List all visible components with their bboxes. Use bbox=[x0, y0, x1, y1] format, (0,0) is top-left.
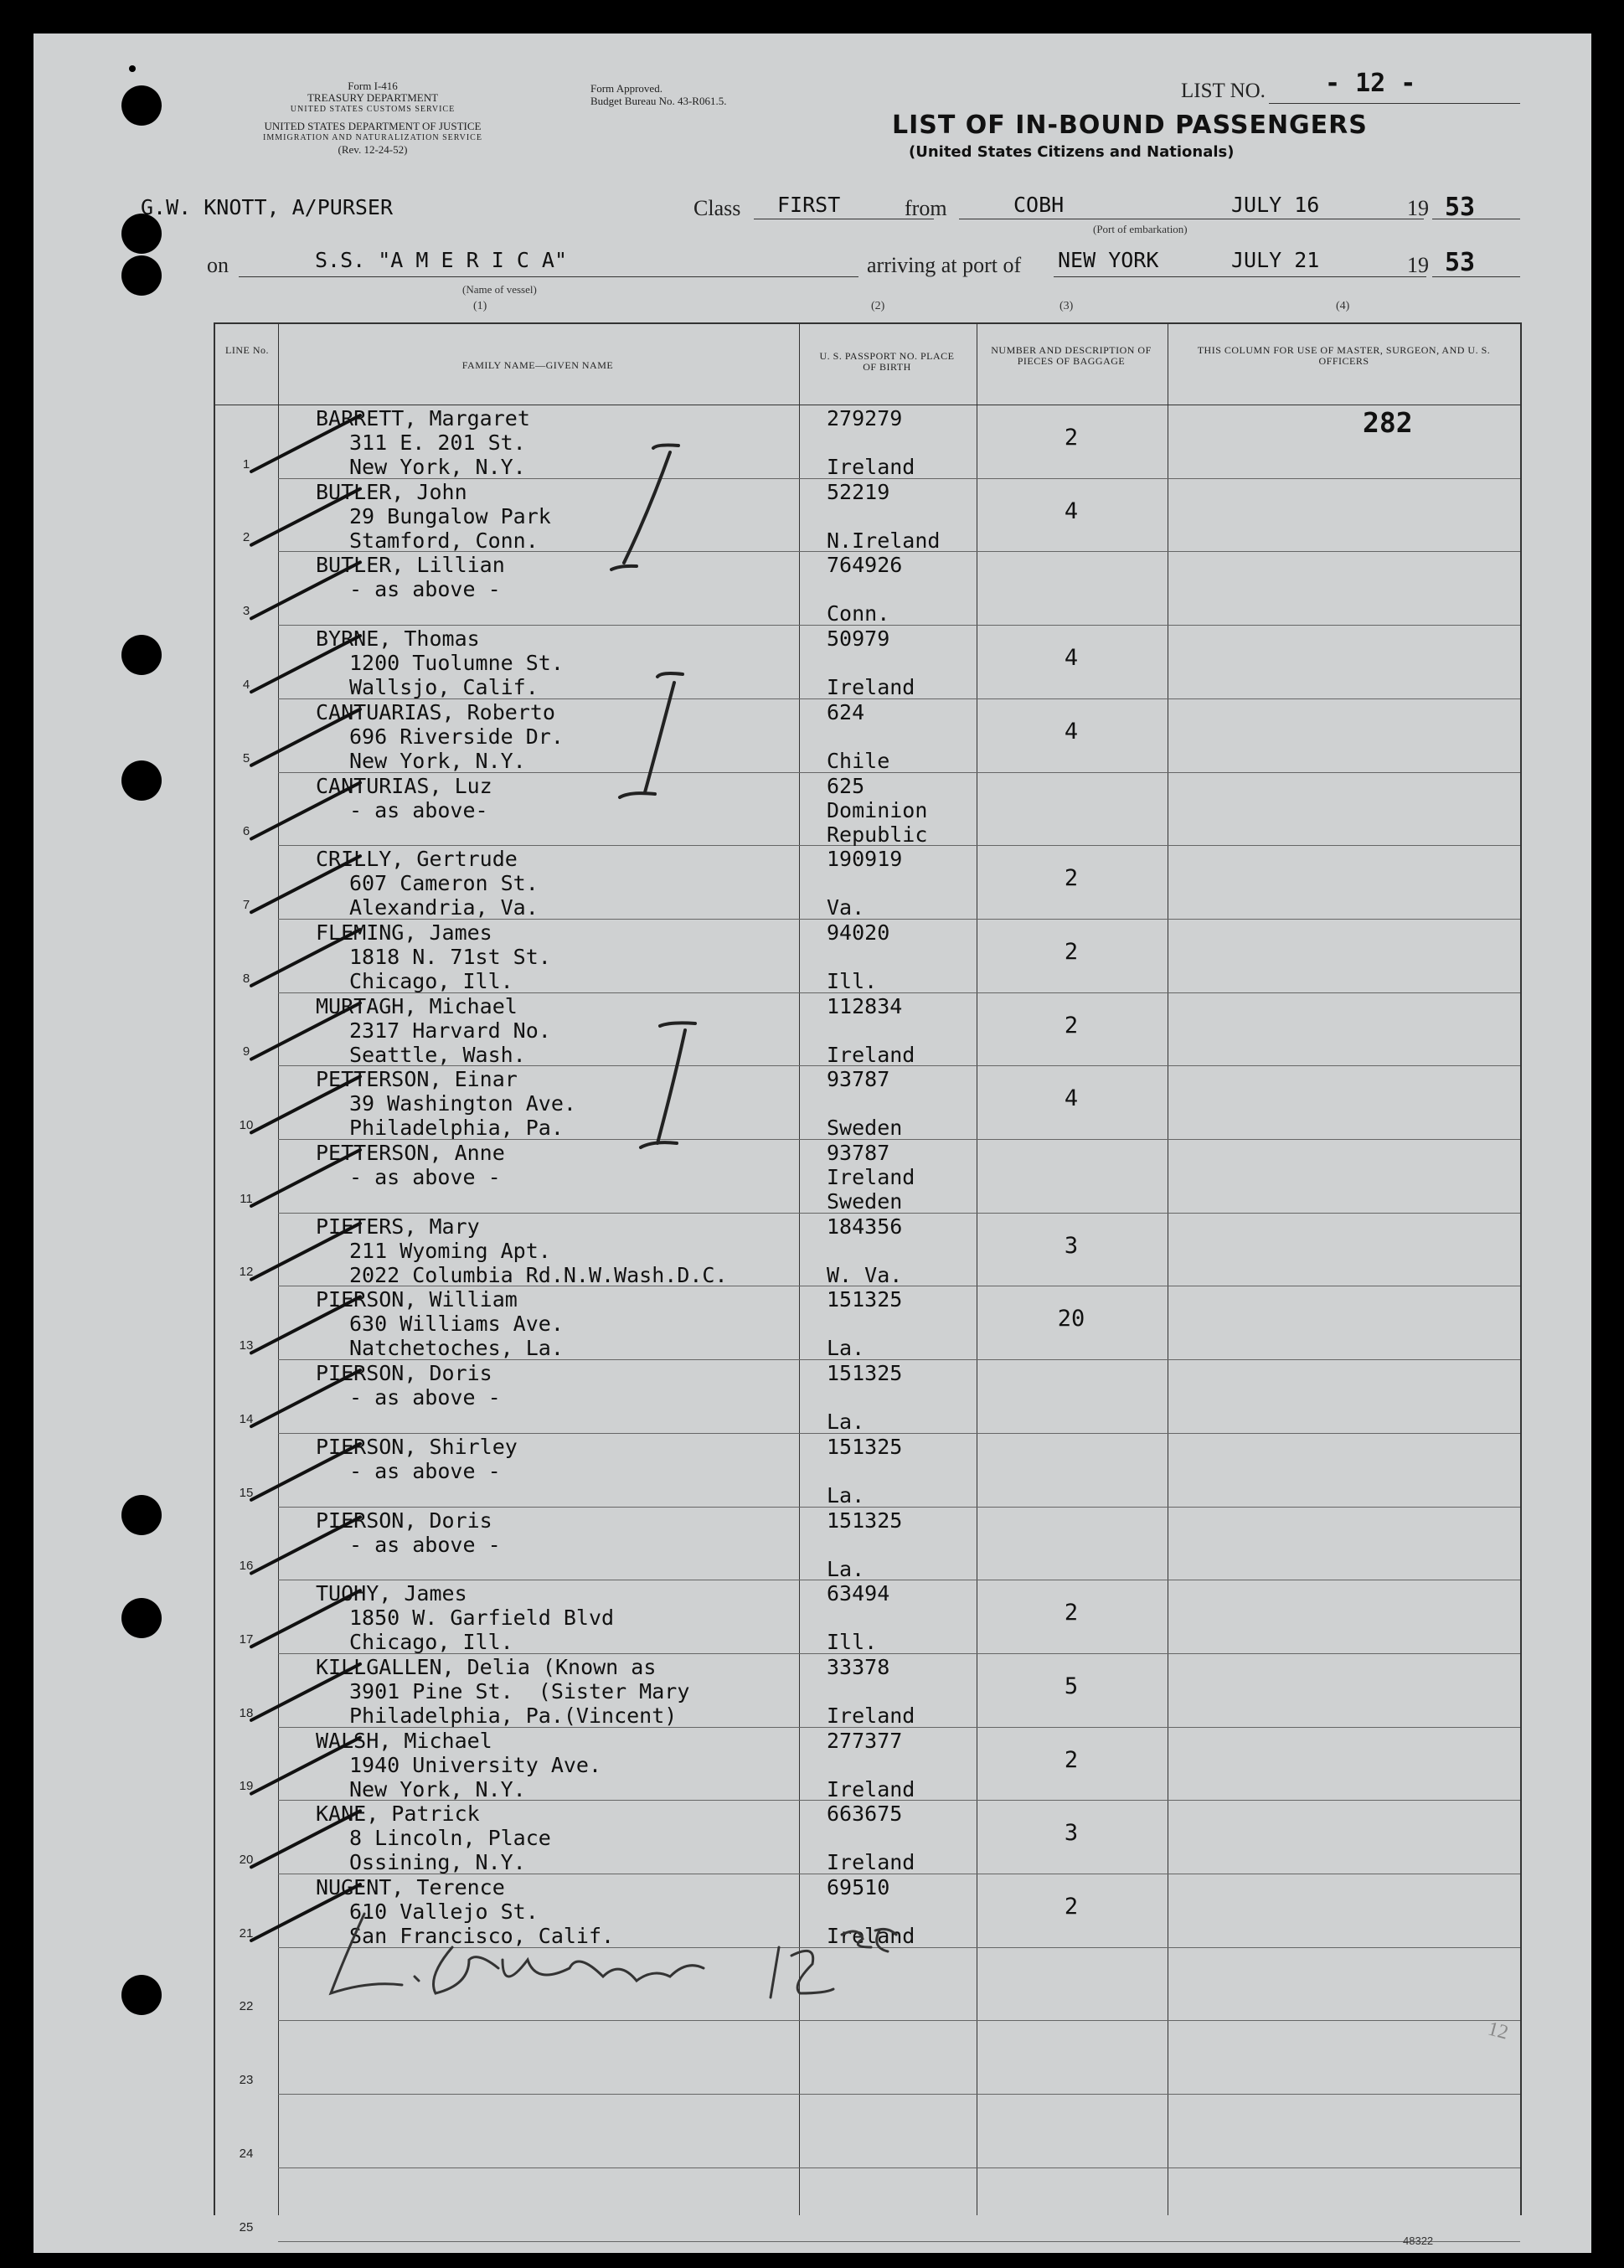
place-of-birth: Ill. bbox=[827, 1630, 878, 1655]
passenger-address-line: 607 Cameron St. bbox=[349, 871, 539, 896]
passenger-address-line: - as above- bbox=[349, 797, 488, 822]
line-number: 22 bbox=[239, 1999, 254, 2014]
document-subtitle: (United States Citizens and Nationals) bbox=[909, 143, 1235, 161]
place-of-birth: Republic bbox=[827, 822, 928, 847]
check-mark bbox=[251, 856, 360, 912]
line-number: 5 bbox=[242, 750, 250, 765]
passenger-name: WALSH, Michael bbox=[316, 1728, 492, 1753]
passenger-name: PIETERS, Mary bbox=[316, 1214, 480, 1239]
place-of-birth: Va. bbox=[827, 895, 865, 920]
baggage-count: 4 bbox=[1064, 497, 1079, 524]
passenger-address-line: - as above - bbox=[349, 1458, 501, 1483]
budget-bureau: Budget Bureau No. 43-R061.5. bbox=[590, 95, 727, 107]
passenger-address-line: - as above - bbox=[349, 1165, 501, 1189]
place-of-birth: Ireland bbox=[827, 455, 915, 479]
line-number: 23 bbox=[239, 2073, 254, 2088]
passenger-name: BUTLER, John bbox=[316, 479, 467, 504]
check-mark bbox=[251, 1224, 360, 1280]
passenger-address-line: 1818 N. 71st St. bbox=[349, 944, 551, 969]
passenger-name: PETTERSON, Einar bbox=[316, 1067, 518, 1092]
departure-year-prefix: 19 bbox=[1407, 196, 1429, 220]
passenger-address-line: 29 Bungalow Park bbox=[349, 503, 551, 528]
passenger-address-line: - as above - bbox=[349, 577, 501, 602]
passenger-address-line: 39 Washington Ave. bbox=[349, 1091, 576, 1116]
passenger-address-line: 610 Vallejo St. bbox=[349, 1899, 539, 1924]
line-number: 19 bbox=[239, 1779, 254, 1794]
passport-number: 277377 bbox=[827, 1728, 903, 1753]
check-mark bbox=[251, 1518, 360, 1574]
check-mark bbox=[251, 1003, 360, 1059]
passport-number: 151325 bbox=[827, 1287, 903, 1312]
passenger-name: KILLGALLEN, Delia (Known as bbox=[316, 1654, 657, 1679]
place-of-birth: La. bbox=[827, 1410, 865, 1435]
check-mark bbox=[251, 1076, 360, 1132]
passenger-name: CANTURIAS, Luz bbox=[316, 773, 492, 798]
baggage-count: 20 bbox=[1057, 1306, 1085, 1332]
line-number: 16 bbox=[239, 1559, 254, 1574]
passport-number: 190919 bbox=[827, 847, 903, 872]
baggage-count: 5 bbox=[1064, 1673, 1079, 1699]
passenger-address-line: 8 Lincoln, Place bbox=[349, 1826, 551, 1851]
passenger-address-line: Stamford, Conn. bbox=[349, 528, 539, 553]
passenger-name: FLEMING, James bbox=[316, 920, 492, 945]
passenger-address-line: New York, N.Y. bbox=[349, 748, 526, 773]
arriving-label: arriving at port of bbox=[867, 253, 1022, 277]
passport-number: 151325 bbox=[827, 1434, 903, 1459]
line-number: 17 bbox=[239, 1631, 254, 1647]
place-of-birth: La. bbox=[827, 1556, 865, 1581]
passenger-address-line: New York, N.Y. bbox=[349, 1776, 526, 1802]
departure-date: JULY 16 bbox=[1231, 193, 1320, 217]
place-of-birth: Conn. bbox=[827, 601, 890, 626]
place-of-birth-line: Dominion bbox=[827, 797, 928, 822]
place-of-birth-line: Ireland bbox=[827, 1165, 915, 1189]
passenger-name: BARRETT, Margaret bbox=[316, 406, 530, 430]
place-of-birth: Ireland bbox=[827, 675, 915, 700]
place-of-birth: Ireland bbox=[827, 1776, 915, 1802]
passport-number: 50979 bbox=[827, 626, 890, 652]
baggage-count: 2 bbox=[1064, 1894, 1079, 1920]
baggage-count: 2 bbox=[1064, 1012, 1079, 1039]
line-number: 21 bbox=[239, 1925, 254, 1941]
passenger-address-line: - as above - bbox=[349, 1532, 501, 1557]
baggage-count: 4 bbox=[1064, 718, 1079, 745]
passenger-name: CRILLY, Gertrude bbox=[316, 847, 518, 872]
passenger-address-line: Philadelphia, Pa. bbox=[349, 1116, 564, 1141]
passport-number: 33378 bbox=[827, 1654, 890, 1679]
passport-number: 625 bbox=[827, 773, 865, 798]
place-of-birth: Sweden bbox=[827, 1116, 903, 1141]
line-number: 11 bbox=[240, 1191, 253, 1206]
passport-number: 151325 bbox=[827, 1361, 903, 1386]
place-of-birth: N.Ireland bbox=[827, 528, 941, 553]
place-of-birth: Ill. bbox=[827, 968, 878, 993]
passenger-name: KANE, Patrick bbox=[316, 1802, 480, 1827]
place-of-birth: Chile bbox=[827, 748, 890, 773]
line-number: 2 bbox=[242, 530, 250, 545]
signature-mark bbox=[331, 1914, 896, 1997]
header-passport: U. S. PASSPORT NO. PLACE OF BIRTH bbox=[819, 350, 955, 373]
check-mark bbox=[251, 930, 360, 986]
check-mark bbox=[251, 489, 360, 545]
passenger-address-line: 311 E. 201 St. bbox=[349, 430, 526, 455]
passenger-name: MURTAGH, Michael bbox=[316, 993, 518, 1018]
passenger-address-line: Philadelphia, Pa.(Vincent) bbox=[349, 1703, 678, 1728]
passport-number: 151325 bbox=[827, 1508, 903, 1533]
baggage-count: 2 bbox=[1064, 1746, 1079, 1773]
header-officers: THIS COLUMN FOR USE OF MASTER, SURGEON, AND U. S. OFFICERS bbox=[1197, 344, 1491, 367]
manifest-page bbox=[34, 34, 1591, 2253]
check-mark bbox=[251, 415, 360, 472]
line-number: 12 bbox=[239, 1265, 254, 1280]
line-number: 13 bbox=[239, 1338, 254, 1353]
passport-number: 69510 bbox=[827, 1875, 890, 1899]
passenger-address-line: New York, N.Y. bbox=[349, 455, 526, 479]
passport-number: 52219 bbox=[827, 479, 890, 504]
port-embarkation-note: (Port of embarkation) bbox=[1093, 223, 1188, 235]
check-mark bbox=[251, 1444, 360, 1500]
passenger-name: PIERSON, Shirley bbox=[316, 1434, 518, 1459]
line-number: 7 bbox=[242, 897, 250, 912]
line-number: 9 bbox=[242, 1044, 250, 1059]
line-number: 3 bbox=[242, 604, 250, 619]
passport-number: 63494 bbox=[827, 1581, 890, 1606]
immigration-I-marks bbox=[611, 445, 695, 1147]
passenger-address-line: Ossining, N.Y. bbox=[349, 1850, 526, 1875]
from-port: COBH bbox=[1013, 193, 1065, 217]
line-number: 24 bbox=[239, 2146, 254, 2161]
annotation-marks bbox=[34, 34, 1591, 2253]
document-title: LIST OF IN-BOUND PASSENGERS bbox=[892, 111, 1368, 140]
place-of-birth: W. Va. bbox=[827, 1262, 903, 1287]
passport-number: 663675 bbox=[827, 1802, 903, 1827]
place-of-birth: Ireland bbox=[827, 1924, 915, 1948]
baggage-count: 2 bbox=[1064, 1600, 1079, 1626]
passport-number: 94020 bbox=[827, 920, 890, 945]
passenger-address-line: 1940 University Ave. bbox=[349, 1752, 602, 1777]
line-number: 1 bbox=[242, 456, 250, 472]
header-baggage: NUMBER AND DESCRIPTION OF PIECES OF BAGGAGE bbox=[991, 344, 1152, 367]
purser: G.W. KNOTT, A/PURSER bbox=[141, 195, 394, 219]
passenger-address-line: Alexandria, Va. bbox=[349, 895, 539, 920]
passenger-name: BUTLER, Lillian bbox=[316, 553, 505, 578]
form-approved: Form Approved. bbox=[590, 82, 662, 95]
passenger-address-line: 2317 Harvard No. bbox=[349, 1018, 551, 1043]
passenger-name: PIERSON, William bbox=[316, 1287, 518, 1312]
check-mark bbox=[251, 1884, 360, 1941]
passenger-address-line: 1200 Tuolumne St. bbox=[349, 651, 564, 676]
passenger-address-line: Seattle, Wash. bbox=[349, 1042, 526, 1067]
place-of-birth: La. bbox=[827, 1336, 865, 1361]
passenger-address-line: Chicago, Ill. bbox=[349, 968, 513, 993]
passenger-address-line: 696 Riverside Dr. bbox=[349, 724, 564, 749]
corner-mark: 12 bbox=[1485, 2018, 1511, 2044]
check-mark bbox=[251, 1664, 360, 1720]
class-value: FIRST bbox=[777, 193, 841, 217]
baggage-count: 3 bbox=[1064, 1820, 1079, 1847]
passport-number: 764926 bbox=[827, 553, 903, 578]
passenger-address-line: 630 Williams Ave. bbox=[349, 1312, 564, 1337]
baggage-count: 2 bbox=[1064, 938, 1079, 965]
check-mark bbox=[251, 1590, 360, 1647]
passport-number: 184356 bbox=[827, 1214, 903, 1239]
passport-number: 93787 bbox=[827, 1067, 890, 1092]
passenger-address-line: 2022 Columbia Rd.N.W.Wash.D.C. bbox=[349, 1262, 728, 1287]
immigration-service: IMMIGRATION AND NATURALIZATION SERVICE bbox=[263, 133, 482, 142]
class-label: Class bbox=[693, 196, 741, 220]
passenger-name: BYRNE, Thomas bbox=[316, 626, 480, 652]
passenger-name: CANTUARIAS, Roberto bbox=[316, 699, 555, 724]
line-number: 10 bbox=[239, 1118, 254, 1132]
col-number-2: (2) bbox=[871, 300, 885, 312]
place-of-birth: Ireland bbox=[827, 1850, 915, 1875]
list-no-value: - 12 - bbox=[1325, 69, 1416, 98]
check-mark bbox=[251, 1738, 360, 1794]
passenger-address-line: 1850 W. Garfield Blvd bbox=[349, 1606, 615, 1631]
footer-code: 48322 bbox=[1403, 2234, 1434, 2247]
justice-dept: UNITED STATES DEPARTMENT OF JUSTICE bbox=[264, 120, 482, 132]
baggage-count: 4 bbox=[1064, 1085, 1079, 1112]
place-of-birth: Ireland bbox=[827, 1042, 915, 1067]
passenger-name: NUGENT, Terence bbox=[316, 1875, 505, 1899]
check-mark bbox=[251, 1811, 360, 1867]
officer-note: 282 bbox=[1363, 406, 1413, 439]
passenger-address-line: 211 Wyoming Apt. bbox=[349, 1238, 551, 1263]
line-number: 14 bbox=[239, 1411, 254, 1426]
form-revision: (Rev. 12-24-52) bbox=[338, 143, 408, 156]
check-mark bbox=[251, 636, 360, 692]
vessel-name: S.S. "A M E R I C A" bbox=[315, 248, 568, 272]
arrival-date: JULY 21 bbox=[1231, 248, 1320, 272]
col-number-3: (3) bbox=[1059, 300, 1074, 312]
baggage-count: 3 bbox=[1064, 1232, 1079, 1259]
header-line-no: LINE No. bbox=[225, 344, 269, 356]
check-mark bbox=[251, 1150, 360, 1206]
check-mark bbox=[251, 562, 360, 618]
place-of-birth: Sweden bbox=[827, 1189, 903, 1214]
passport-number: 112834 bbox=[827, 993, 903, 1018]
passenger-address-line: - as above - bbox=[349, 1385, 501, 1410]
check-mark bbox=[251, 1296, 360, 1353]
arrival-year: 53 bbox=[1445, 248, 1476, 277]
place-of-birth: La. bbox=[827, 1482, 865, 1508]
line-number: 6 bbox=[242, 824, 250, 839]
baggage-count: 2 bbox=[1064, 425, 1079, 451]
from-label: from bbox=[905, 196, 947, 220]
treasury-dept: TREASURY DEPARTMENT bbox=[307, 91, 439, 104]
check-mark bbox=[251, 1370, 360, 1426]
passenger-name: PETTERSON, Anne bbox=[316, 1141, 505, 1165]
departure-year: 53 bbox=[1445, 193, 1476, 222]
arrival-port: NEW YORK bbox=[1058, 248, 1159, 272]
check-mark bbox=[251, 783, 360, 839]
passport-number: 279279 bbox=[827, 406, 903, 430]
passport-number: 624 bbox=[827, 699, 865, 724]
passenger-name: PIERSON, Doris bbox=[316, 1361, 492, 1386]
col-number-4: (4) bbox=[1336, 300, 1350, 312]
line-number: 4 bbox=[242, 677, 250, 692]
passenger-address-line: Wallsjo, Calif. bbox=[349, 675, 539, 700]
passenger-address-line: Chicago, Ill. bbox=[349, 1630, 513, 1655]
customs-service: UNITED STATES CUSTOMS SERVICE bbox=[290, 105, 456, 114]
line-number: 25 bbox=[239, 2219, 254, 2234]
form-number: Form I-416 bbox=[348, 80, 398, 92]
on-label: on bbox=[207, 253, 229, 277]
place-of-birth: Ireland bbox=[827, 1703, 915, 1728]
line-number: 8 bbox=[242, 971, 250, 986]
baggage-count: 4 bbox=[1064, 645, 1079, 672]
vessel-note: (Name of vessel) bbox=[462, 283, 537, 296]
passenger-name: PIERSON, Doris bbox=[316, 1508, 492, 1533]
passenger-address-line: 3901 Pine St. (Sister Mary bbox=[349, 1678, 690, 1704]
arrival-year-prefix: 19 bbox=[1407, 253, 1429, 277]
passenger-address-line: Natchetoches, La. bbox=[349, 1336, 564, 1361]
line-number: 18 bbox=[239, 1705, 254, 1720]
header-name: FAMILY NAME—GIVEN NAME bbox=[461, 359, 614, 371]
line-number: 20 bbox=[239, 1853, 254, 1867]
list-no-label: LIST NO. bbox=[1181, 80, 1266, 102]
line-number: 15 bbox=[239, 1485, 254, 1500]
passenger-address-line: San Francisco, Calif. bbox=[349, 1924, 615, 1948]
baggage-count: 2 bbox=[1064, 865, 1079, 892]
col-number-1: (1) bbox=[473, 300, 487, 312]
check-mark bbox=[251, 709, 360, 765]
passenger-name: TUOHY, James bbox=[316, 1581, 467, 1606]
passport-number: 93787 bbox=[827, 1141, 890, 1165]
